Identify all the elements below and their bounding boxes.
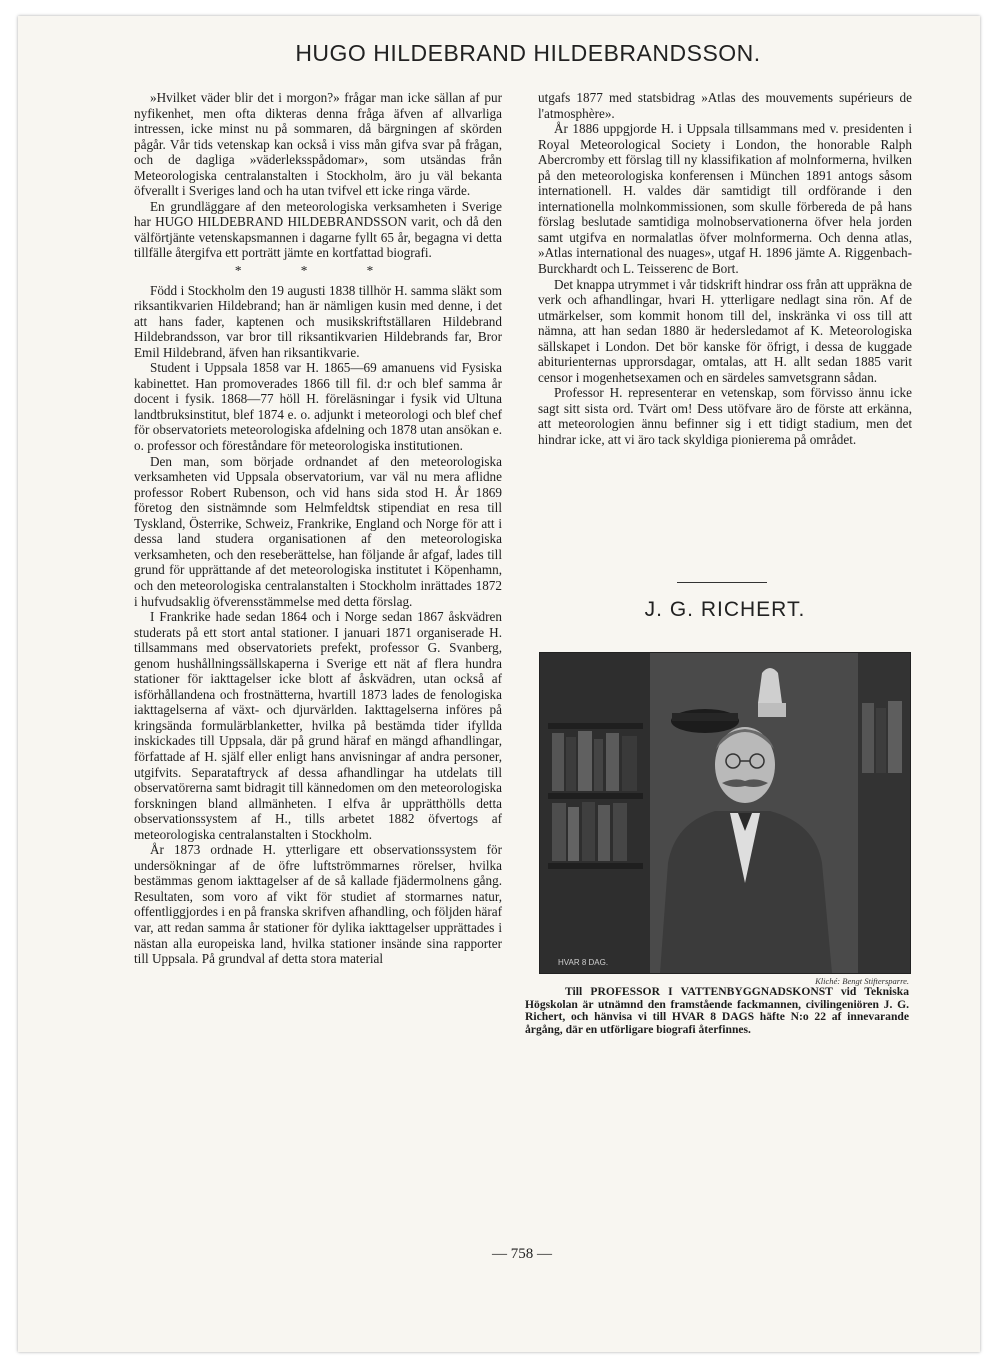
photo-watermark: HVAR 8 DAG.	[558, 958, 609, 967]
paragraph: Den man, som började ordnandet af den meteorologiska verksamheten vid Uppsala observatorium, var väl nu mera aflidne professor Robert Rubenson, och vid hans sida stod H. År 1869 företog den sistnämnde som Helmfeldtsk stipendiat en resa till Tyskland, Österrike, Schweiz, Frankrike, England och Norge för att i dessa land studera organisationen af den meteorologiska verksamheten, och den reseberättelse, han följande år afgaf, lades till grund för upprättande af det meteorologiska institutet i Köpenhamn, och den meteorologiska centralanstalten i Stockholm inrättades 1872 i hufvudsaklig öfverensstämmelse med detta förslag.	[134, 453, 502, 609]
paragraph: Student i Uppsala 1858 var H. 1865—69 amanuens vid Fysiska kabinettet. Han promoverades 1866 till fil. d:r och blef samma år docent i fysik. 1868—77 höll H. föreläsningar i fysik vid Ultuna landtbruksinstitut, blef 1874 e. o. adjunkt i meteorologi och blef chef för observatoriets meteorologiska afdelning och 1878 utan ansökan e. o. professor och föreståndare för meteorologiska institutionen.	[134, 360, 502, 454]
page-title: HUGO HILDEBRAND HILDEBRANDSSON.	[295, 40, 761, 66]
paragraph: En grundläggare af den meteorologiska verksamheten i Sverige har HUGO HILDEBRAND HILDEBRANDSSON varit, och då den välförtjänte vetenskapsmannen i dagarne fyllt 65 år, begagna vi detta tillfälle återgifva ett porträtt jämte en kortfattad biografi.	[134, 198, 502, 261]
section-rule	[677, 582, 767, 583]
paragraph-continuation: utgafs 1877 med statsbidrag »Atlas des mouvements supérieurs de l'atmosphère».	[538, 90, 912, 121]
paragraph: I Frankrike hade sedan 1864 och i Norge sedan 1867 åskvädren studerats på ett stort antal stationer. I januari 1871 organiserade H. tillsammans med observatoriets prefekt, professor G. Svanberg, genom hushållningssällskaperna i Sverige ett nät af flera hundra stationer för iakttagelser icke blott af åskvädren, utan också af isförhållandena och frostnätterna, hvartill 1873 lades de fenologiska iakttagelserna af växt- och djurvärlden. Iakttagelserna införes på kringsända formulärblanketter, hvilka på bestämda tider ifyllda inskickades till Uppsala, där på grund häraf en mängd afhandlingar, författade af H. själf eller enligt hans anvisningar af andra personer, utgifvits. Separataftryck af dessa afhandlingar ha utdelats till observatörerna samt bidragit till kännedomen om den meteorologiska forskningen bland allmänheten. I elfva år upprätthölls detta observationssystem af H., tills arbetet 1882 öfvertogs af meteorologiska centralanstalten i Stockholm.	[134, 609, 502, 842]
photo-credit: Kliché: Bengt Stiftersparre.	[815, 976, 909, 986]
paragraph: År 1873 ordnade H. ytterligare ett observationssystem för undersökningar af de öfre luftströmmarnes rörelser, hvilka bestämmas genom iakttagelser af de så kallade fjädermolnens gång. Resultaten, som voro af vikt för studiet af stormarnes natur, offentliggjordes i en på franska skrifven afhandling, och följden häraf var, att redan samma år stationer för dylika iakttagelser upprättades i nästan alla europeiska land, hvilka stationer insände sina rapporter till Uppsala. På grundval af detta stora material	[134, 842, 502, 967]
paragraph: »Hvilket väder blir det i morgon?» frågar man icke sällan af pur nyfikenhet, men ofta dikteras denna fråga äfven af allvarliga intressen, icke minst nu på sommaren, då bärgningen af skörden pågår. Vår tids vetenskap kan också i viss mån gifva svar på frågan, och de dagliga »väderleksspådomar», som utsändas från Meteorologiska centralanstalten i Stockholm, äro ju väl bekanta öfverallt i Sveriges land och ha utan tvifvel ett icke ringa värde.	[134, 90, 502, 199]
paragraph: Född i Stockholm den 19 augusti 1838 tillhör H. samma släkt som riksantikvarien Hildebrand; han är nämligen kusin med denne, i det att hans fader, kaptenen och musikskriftställaren Hildebrand Hildebrandsson, var bror till riksantikvarien Hildebrands far, Bror Emil Hildebrand, äfven han riksantikvarie.	[134, 282, 502, 360]
paragraph: Det knappa utrymmet i vår tidskrift hindrar oss från att uppräkna de verk och afhandlingar, hvari H. ytterligare nedlagt sina rön. Af de utmärkelser, som kommit honom till del, inskränka vi oss till att nämna, att han sedan 1880 är hedersledamot af K. Meteorologiska sällskapet i London. Det bör kanske för öfrigt, i dessa de kuggade abiturienternas upprorsdagar, omtalas, att H. allt sedan 1885 varit censor i mogenhetsexamen och en särdeles samvetsgrann sådan.	[538, 276, 912, 385]
right-column	[538, 90, 912, 448]
left-column	[134, 90, 502, 967]
photo-caption: Till PROFESSOR I VATTENBYGGNADSKONST vid Tekniska Högskolan är utnämnd den framstående fackmannen, civilingeniören J. G. Richert, och hänvisa vi till HVAR 8 DAGS häfte N:o 22 af innevarande årgång, där en utförligare biografi återfinnes.	[525, 985, 909, 1036]
paragraph: Professor H. representerar en vetenskap, som förvisso ännu icke sagt sitt sista ord. Tvärt om! Dess utöfvare äro de förste att erkänna, att meteorologien ännu befinner sig i ett tidigt stadium, men det hindrar icke, att vi äro tack skyldiga pionierema på området.	[538, 385, 912, 448]
portrait-photo	[539, 652, 911, 974]
paragraph: År 1886 uppgjorde H. i Uppsala tillsammans med v. presidenten i Royal Meteorological Society i London, the honorable Ralph Abercromby ett förslag till ny klassifikation af molnformerna, hvilken på den meteorologiska konferensen i München 1891 antogs såsom internationell. H. valdes där samtidigt till ordförande i den internationella molnkommissionen, som skulle förbereda de på hans förslag beslutade samtidiga molnobservationerna öfver hela jorden samt utgifva en normalatlas öfver molnformerna. Och denna atlas, »Atlas international des nuages», utgaf H. 1896 jämte A. Riggenbach-Burckhardt och L. Teisserenc de Bort.	[538, 121, 912, 277]
page-number: — 758 —	[492, 1246, 552, 1262]
section-title: J. G. RICHERT.	[644, 598, 806, 621]
portrait-illustration	[540, 653, 910, 973]
section-divider-stars: * * *	[234, 263, 402, 279]
